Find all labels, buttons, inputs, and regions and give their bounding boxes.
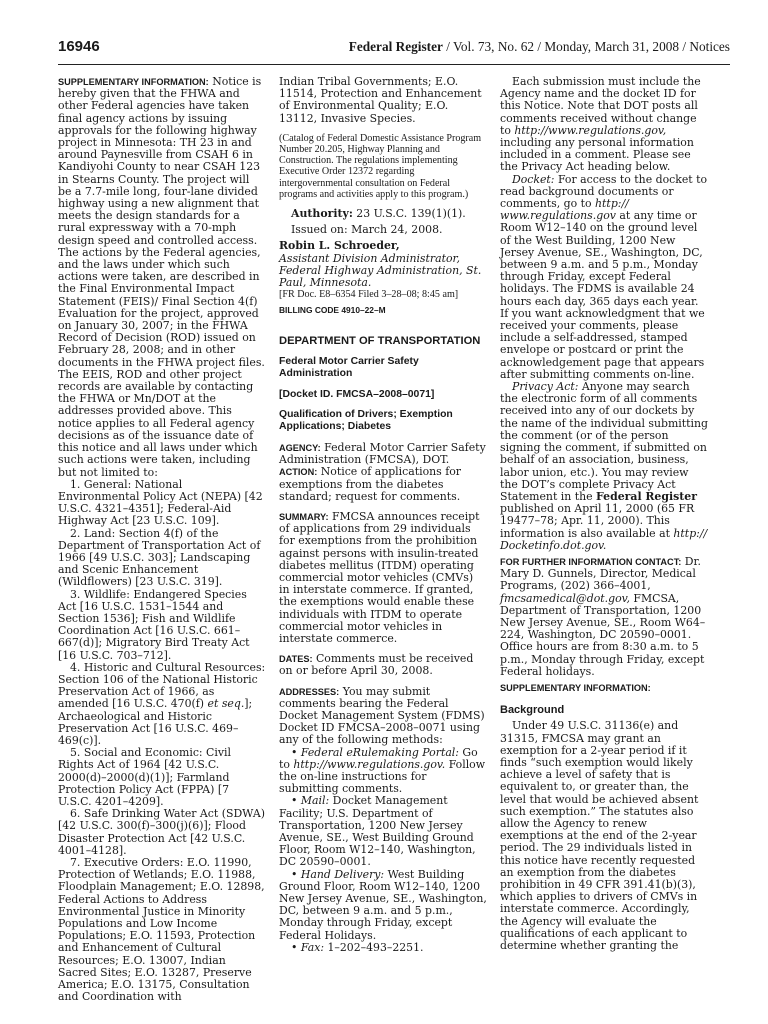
- privacy-act-paragraph: Privacy Act: Anyone may search the electronic form of all comments received into any of our dockets by the name of the individual submitting the comment (or of the person signing the comment, if submitted on behalf of an association, business, labor union, etc.). You may review the DOT’s complete Privacy Act Statement in the Federal Register published on April 11, 2000 (65 FR 19477–78; Apr. 11, 2000). This information is also available at http:// Docketinfo.dot.gov.: [500, 380, 709, 552]
- fr-doc-line: [FR Doc. E8–6354 Filed 3–28–08; 8:45 am]: [279, 289, 459, 301]
- action-section: ACTION: Notice of applications for exemptions from the diabetes standard; request for comments.: [279, 465, 462, 503]
- citation: / Vol. 73, No. 62 / Monday, March 31, 2008 / Notices: [442, 39, 730, 54]
- list-item: • Federal eRulemaking Portal: Go to http://www.regulations.gov. Follow the on-line instructions for submitting comments.: [279, 745, 486, 796]
- regulations-gov-link[interactable]: http:// www.regulations.gov: [500, 197, 629, 223]
- list-item: • Fax: 1–202–493–2251.: [291, 940, 424, 954]
- agency-name-heading: Federal Motor Carrier Safety Administration: [279, 355, 419, 380]
- list-item: 2. Land: Section 4(f) of the Department of Transportation Act of 1966 [49 U.S.C. 303]; Landscaping and Scenic Enhancement (Wildflowers) [23 U.S.C. 319].: [58, 526, 261, 589]
- list-item: 3. Wildlife: Endangered Species Act [16 U.S.C. 1531–1544 and Section 1536]; Fish and Wildlife Coordination Act [16 U.S.C. 661–667(d)]; Migratory Bird Treaty Act [16 U.S.C. 703–712].: [58, 587, 250, 662]
- supplementary-information-heading: SUPPLEMENTARY INFORMATION:: [500, 682, 651, 693]
- issued-date: Issued on: March 24, 2008.: [291, 223, 443, 237]
- list-item: 6. Safe Drinking Water Act (SDWA) [42 U.S.C. 300(f)–300(j)(6)]; Flood Disaster Protection Act [42 U.S.C. 4001–4128].: [58, 807, 265, 857]
- document-title: Qualification of Drivers; Exemption Applications; Diabetes: [279, 409, 453, 433]
- column-2: [279, 76, 487, 954]
- background-paragraph: Under 49 U.S.C. 31136(e) and 31315, FMCSA may grant an exemption for a 2-year period if it finds “such exemption would likely achieve a level of safety that is equivalent to, or greater than, the level that would be achieved absent such exemption.” The statutes also allow the Agency to renew exemptions at the end of the 2-year period. The 29 individuals listed in this notice have recently requested an exemption from the diabetes prohibition in 49 CFR 391.41(b)(3), which applies to drivers of CMVs in interstate commerce. Accordingly, the Agency will evaluate the qualifications of each applicant to determine whether granting the: [500, 719, 699, 953]
- page-number: 16946: [58, 38, 100, 55]
- billing-code: BILLING CODE 4910–22–M: [279, 305, 386, 316]
- list-item: 5. Social and Economic: Civil Rights Act of 1964 [42 U.S.C. 2000(d)–2000(d)(1)]; Farmland Protection Policy Act (FPPA) [7 U.S.C. 4201–4209].: [58, 746, 231, 808]
- list-item: • Mail: Docket Management Facility; U.S. Department of Transportation, 1200 New Jersey Avenue, SE., West Building Ground Floor, Room W12–140, Washington, DC 20590–0001.: [279, 794, 476, 869]
- page-header: [58, 38, 730, 60]
- list-item: 7. Executive Orders: E.O. 11990, Protection of Wetlands; E.O. 11988, Floodplain Management; E.O. 12898, Federal Actions to Address Environmental Justice in Minority Populations and Low Income Populations; E.O. 11593, Protection and Enhancement of Cultural Resources; E.O. 13007, Indian Sacred Sites; E.O. 13287, Preserve America; E.O. 13175, Consultation and Coordination with: [58, 856, 265, 1004]
- agency-section: AGENCY: Federal Motor Carrier Safety Administration (FMCSA), DOT.: [279, 440, 486, 467]
- background-heading: Background: [500, 704, 565, 717]
- catalog-note: (Catalog of Federal Domestic Assistance Program Number 20.205, Highway Planning and Construction. The regulations implementing Executive Order 12372 regarding intergovernmental consultation on Federal programs and activities apply to this program.): [279, 132, 482, 200]
- header-rule: [58, 64, 730, 65]
- summary-section: SUMMARY: FMCSA announces receipt of applications from 29 individuals for exemptions from the prohibition against persons with insulin-treated diabetes mellitus (ITDM) operating commercial motor vehicles (CMVs) in interstate commerce. If granted, the exemptions would enable these individuals with ITDM to operate commercial motor vehicles in interstate commerce.: [279, 509, 480, 645]
- journal-name: Federal Register: [348, 39, 443, 54]
- regulations-gov-link[interactable]: http://www.regulations.gov.: [293, 757, 446, 771]
- executive-orders-continued: Indian Tribal Governments; E.O. 11514, Protection and Enhancement of Environmental Quality; E.O. 13112, Invasive Species.: [279, 75, 482, 125]
- submission-paragraph: Each submission must include the Agency name and the docket ID for this Notice. Note that DOT posts all comments received without change to http://www.regulations.gov, including any personal information included in a comment. Please see the Privacy Act heading below.: [500, 75, 701, 174]
- list-item: 1. General: National Environmental Policy Act (NEPA) [42 U.S.C. 4321–4351]; Federal-Aid Highway Act [23 U.S.C. 109].: [58, 477, 263, 528]
- regulations-gov-link[interactable]: http://www.regulations.gov,: [514, 123, 667, 137]
- list-item: • Hand Delivery: West Building Ground Floor, Room W12–140, 1200 New Jersey Avenue, SE., Washington, DC, between 9 a.m. and 5 p.m., Monday through Friday, except Federal Holidays.: [279, 867, 487, 942]
- further-information-section: FOR FURTHER INFORMATION CONTACT: Dr. Mary D. Gunnels, Director, Medical Programs, (202) 366–4001, fmcsamedical@dot.gov, FMCSA, Department of Transportation, 1200 New Jersey Avenue, SE., Room W64–224, Washington, DC 20590–0001. Office hours are from 8:30 a.m. to 5 p.m., Monday through Friday, except Federal holidays.: [500, 554, 706, 678]
- supplementary-information-fhwa: SUPPLEMENTARY INFORMATION: Notice is hereby given that the FHWA and other Federal agencies have taken final agency actions by issuing approvals for the following highway project in Minnesota: TH 23 in and around Paynesville from CSAH 6 in Kandiyohi County to near CSAH 123 in Stearns County. The project will be a 7.7-mile long, four-lane divided highway using a new alignment that meets the design standards for a rural expressway with a 70-mph design speed and controlled access. The actions by the Federal agencies, and the laws under which such actions were taken, are described in the Final Environmental Impact Statement (FEIS)/ Final Section 4(f) Evaluation for the project, approved on January 30, 2007; in the FHWA Record of Decision (ROD) issued on February 28, 2008; and in other documents in the FHWA project files. The EEIS, ROD and other project records are available by contacting the FHWA or Mn/DOT at the addresses provided above. This notice applies to all Federal agency decisions as of the issuance date of this notice and all laws under which such actions were taken, including but not limited to:: [58, 75, 265, 479]
- running-head: [349, 39, 730, 55]
- docketinfo-link[interactable]: http:// Docketinfo.dot.gov.: [500, 526, 708, 552]
- email-link[interactable]: fmcsamedical@dot.gov,: [500, 591, 630, 605]
- docket-id-heading: [Docket ID. FMCSA–2008–0071]: [279, 388, 435, 400]
- authority-line: Authority: 23 U.S.C. 139(1)(1).: [291, 207, 466, 221]
- dates-section: DATES: Comments must be received on or before April 30, 2008.: [279, 652, 474, 678]
- signer-title: Assistant Division Administrator, Federal Highway Administration, St. Paul, Minnesota.: [279, 251, 482, 290]
- list-item: 4. Historic and Cultural Resources: Section 106 of the National Historic Preservation Act of 1966, as amended [16 U.S.C. 470(f) et seq.]; Archaeological and Historic Preservation Act [16 U.S.C. 469–469(c)].: [58, 660, 266, 747]
- department-heading: DEPARTMENT OF TRANSPORTATION: [279, 334, 481, 347]
- signer-name: Robin L. Schroeder,: [279, 239, 400, 253]
- docket-paragraph: Docket: For access to the docket to read background documents or comments, go to http:// www.regulations.gov at any time or Room W12–140 on the ground level of the West Building, 1200 New Jersey Avenue, SE., Washington, DC, between 9 a.m. and 5 p.m., Monday through Friday, except Federal holidays. The FDMS is available 24 hours each day, 365 days each year. If you want acknowledgment that we received your comments, please include a self-addressed, stamped envelope or postcard or print the acknowledgement page that appears after submitting comments on-line.: [500, 172, 708, 381]
- column-3: [500, 76, 708, 952]
- addresses-section: ADDRESSES: You may submit comments bearing the Federal Docket Management System (FDMS) Docket ID FMCSA–2008–0071 using any of the following methods:: [279, 684, 485, 747]
- column-1: [58, 76, 266, 1003]
